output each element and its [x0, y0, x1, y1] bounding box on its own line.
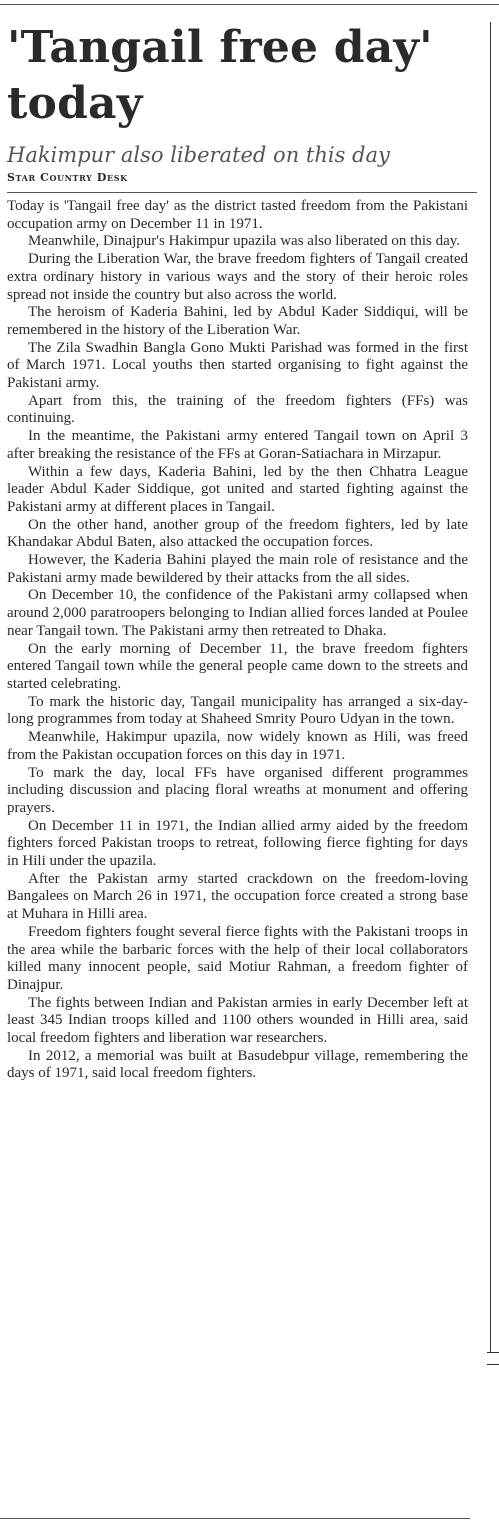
article-paragraph: To mark the day, local FFs have organised different programmes including discussion and placing floral wreaths at monument and offering prayers.: [7, 764, 468, 816]
article-paragraph: The heroism of Kaderia Bahini, led by Abdul Kader Siddiqui, will be remembered in the history of the Liberation War.: [7, 304, 468, 338]
top-border-rule: [0, 4, 499, 5]
article-paragraph: During the Liberation War, the brave freedom fighters of Tangail created extra ordinary history in various ways and the story of their heroic roles spread not inside the country but also across the world.: [7, 251, 468, 303]
article-paragraph: However, the Kaderia Bahini played the main role of resistance and the Pakistani army made bewildered by their attacks from the all sides.: [7, 552, 468, 586]
adjacent-column-rule-2: [487, 1364, 499, 1365]
article-byline: Star Country Desk: [7, 171, 128, 184]
article-subheadline: Hakimpur also liberated on this day: [7, 143, 390, 167]
article-paragraph: Within a few days, Kaderia Bahini, led by the then Chhatra League leader Abdul Kader Siddique, got united and started fighting against the Pakistani army at different places in Tangail.: [7, 463, 468, 515]
article-paragraph: Freedom fighters fought several fierce fights with the Pakistani troops in the area while the barbaric forces with the help of their local collaborators killed many innocent people, said Motiur Rahman, a freedom fighter of Dinajpur.: [7, 923, 468, 993]
byline-divider: [7, 192, 477, 193]
article-paragraph: On December 10, the confidence of the Pakistani army collapsed when around 2,000 paratroopers belonging to Indian allied forces landed at Poulee near Tangail town. The Pakistani army then retreated to Dhaka.: [7, 587, 468, 639]
article-body: [7, 198, 468, 1083]
bottom-border-rule: [0, 1518, 470, 1519]
article-paragraph: On the other hand, another group of the freedom fighters, led by late Khandakar Abdul Baten, also attacked the occupation forces.: [7, 516, 468, 551]
article-paragraph: The Zila Swadhin Bangla Gono Mukti Parishad was formed in the first of March 1971. Local youths then started organising to fight against the Pakistani army.: [7, 339, 468, 392]
adjacent-column-rule-1: [487, 1352, 499, 1353]
article-paragraph: Apart from this, the training of the freedom fighters (FFs) was continuing.: [7, 392, 468, 427]
article-paragraph: After the Pakistan army started crackdown on the freedom-loving Bangalees on March 26 in 1971, the occupation force created a strong base at Muhara in Hilli area.: [7, 870, 468, 923]
article-headline: 'Tangail free day' today: [7, 22, 433, 129]
adjacent-column-vertical-rule: [490, 22, 491, 1352]
news-article: [7, 20, 468, 1083]
article-paragraph: In 2012, a memorial was built at Basudebpur village, remembering the days of 1971, said local freedom fighters.: [7, 1047, 468, 1082]
article-paragraph: On December 11 in 1971, the Indian allied army aided by the freedom fighters forced Pakistan troops to retreat, following fierce fighting for days in Hili under the upazila.: [7, 817, 468, 870]
article-paragraph: Meanwhile, Dinajpur's Hakimpur upazila was also liberated on this day.: [28, 233, 461, 250]
article-paragraph: Meanwhile, Hakimpur upazila, now widely known as Hili, was freed from the Pakistan occupation forces on this day in 1971.: [7, 729, 468, 763]
article-paragraph: The fights between Indian and Pakistan armies in early December left at least 345 Indian troops killed and 1100 others wounded in Hilli area, said local freedom fighters and liberation war researchers.: [7, 994, 468, 1047]
article-paragraph: Today is 'Tangail free day' as the district tasted freedom from the Pakistani occupation army on December 11 in 1971.: [7, 198, 468, 232]
adjacent-column-border: [487, 22, 499, 1527]
article-paragraph: To mark the historic day, Tangail municipality has arranged a six-day-long programmes from today at Shaheed Smrity Pouro Udyan in the town.: [7, 693, 468, 728]
article-paragraph: On the early morning of December 11, the brave freedom fighters entered Tangail town while the general people came down to the streets and started celebrating.: [7, 640, 468, 692]
article-paragraph: In the meantime, the Pakistani army entered Tangail town on April 3 after breaking the resistance of the FFs at Goran-Satiachara in Mirzapur.: [7, 428, 468, 462]
